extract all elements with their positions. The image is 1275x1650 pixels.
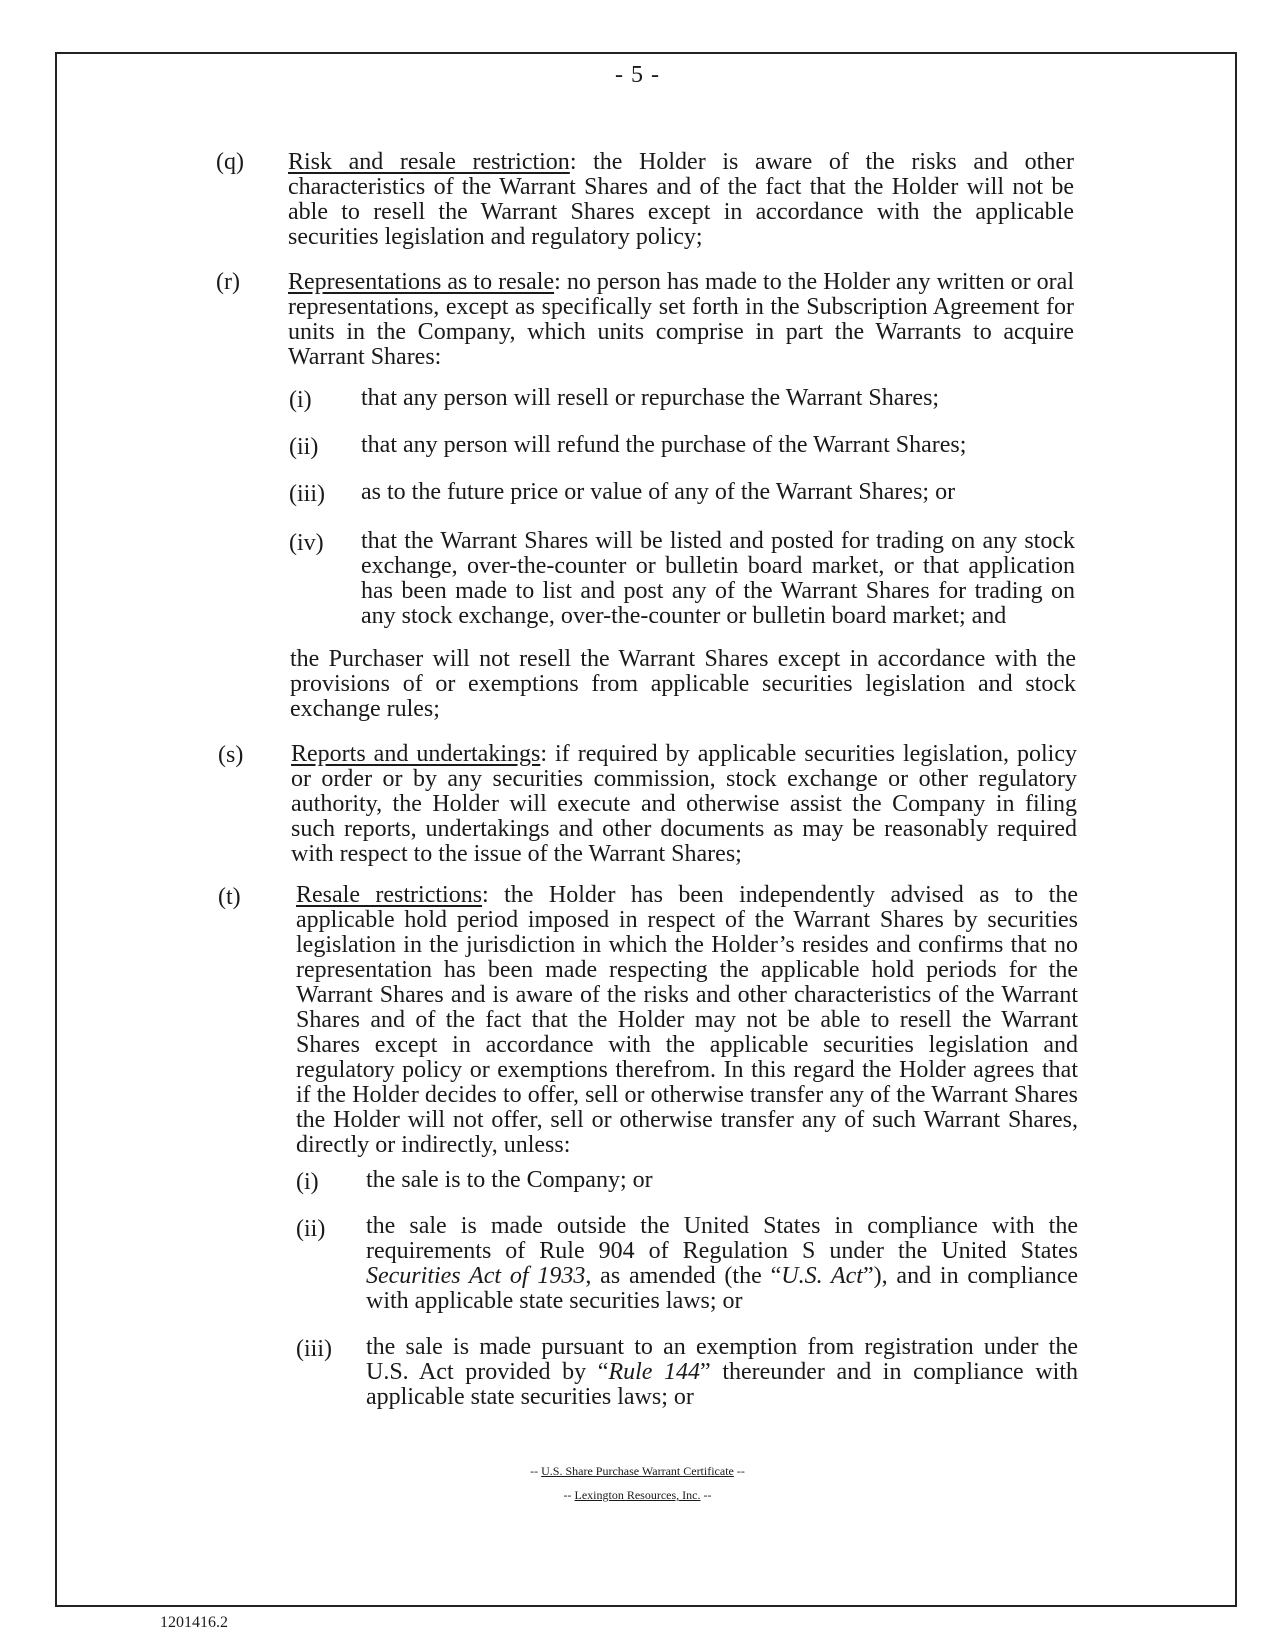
section-s-body xyxy=(291,742,1077,867)
section-r-text: : no person has made to the Holder any written or oral representations, except as specifically set forth in the Subscription Agreement for units in the Company, which units comprise in part the Warrants to acquire Warrant Shares: xyxy=(288,269,1074,370)
section-t-item-iii-text-a: the sale is made pursuant to an exemption from registration under the U.S. Act provided by “ xyxy=(366,1334,1078,1385)
document-id: 1201416.2 xyxy=(160,1614,228,1631)
section-r-item-iv-label: (iv) xyxy=(289,530,324,556)
section-t-item-iii-text-b: ” thereunder and in compliance with applicable state securities laws; or xyxy=(366,1359,1078,1410)
section-s-label: (s) xyxy=(218,742,244,768)
section-t-item-ii-text xyxy=(366,1214,1078,1314)
footer-dash-left-2: -- xyxy=(563,1488,572,1502)
section-t-item-ii-text-a: the sale is made outside the United States in compliance with the requirements of Rule 904 of Regulation S under the United States xyxy=(366,1213,1078,1264)
section-r-closing: the Purchaser will not resell the Warrant Shares except in accordance with the provisions of or exemptions from applicable securities legislation and stock exchange rules; xyxy=(290,646,1076,722)
section-t-item-ii-text-c: ”), and in compliance with applicable state securities laws; or xyxy=(366,1263,1079,1314)
section-t-text: : the Holder has been independently advised as to the applicable hold period imposed in respect of the Warrant Shares by securities legislation in the jurisdiction in which the Holder’s resides and confirms that no representation has been made respecting the applicable hold periods for the Warrant Shares and is aware of the risks and other characteristics of the Warrant Shares and of the fact that the Holder may not be able to resell the Warrant Shares except in accordance with the applicable securities legislation and regulatory policy or exemptions therefrom. In this regard the Holder agrees that if the Holder decides to offer, sell or otherwise transfer any of the Warrant Shares the Holder will not offer, sell or otherwise transfer any of such Warrant Shares, directly or indirectly, unless: xyxy=(296,882,1078,1158)
section-r-item-i-label: (i) xyxy=(289,387,312,413)
section-s-text: : if required by applicable securities legislation, policy or order or by any securities commission, stock exchange or other regulatory authority, the Holder will execute and otherwise assist the Company in filing such reports, undertakings and other documents as may be reasonably required with respect to the issue of the Warrant Shares; xyxy=(291,741,1077,867)
section-q-heading: Risk and resale restriction xyxy=(288,149,570,175)
page-number: - 5 - xyxy=(615,62,660,88)
section-t-item-i-label: (i) xyxy=(296,1169,319,1195)
section-t-item-i-text: the sale is to the Company; or xyxy=(366,1167,653,1193)
section-r-item-iii-label: (iii) xyxy=(289,481,325,507)
section-s-heading: Reports and undertakings xyxy=(291,741,541,767)
section-q-text: : the Holder is aware of the risks and other characteristics of the Warrant Shares and of the fact that the Holder will not be able to resell the Warrant Shares except in accordance with the applicable securities legislation and regulatory policy; xyxy=(288,149,1074,250)
section-t-body xyxy=(296,883,1078,1158)
section-r-item-ii-label: (ii) xyxy=(289,434,319,460)
section-r-item-iii-text: as to the future price or value of any of the Warrant Shares; or xyxy=(361,479,956,505)
section-t-item-ii-label: (ii) xyxy=(296,1216,326,1242)
section-r-item-ii-text: that any person will refund the purchase of the Warrant Shares; xyxy=(361,432,967,458)
footer-dash-right: -- xyxy=(736,1464,745,1478)
section-t-item-iii-text xyxy=(366,1335,1078,1410)
section-t-item-iii-label: (iii) xyxy=(296,1336,332,1362)
section-q-label: (q) xyxy=(216,149,244,175)
section-r-item-iv-text: that the Warrant Shares will be listed and posted for trading on any stock exchange, over-the-counter or bulletin board market, or that application has been made to list and post any of the Warrant Shares for trading on any stock exchange, over-the-counter or bulletin board market; and xyxy=(361,528,1075,629)
section-q-body xyxy=(288,150,1074,250)
footer-company-name: Lexington Resources, Inc. xyxy=(574,1488,701,1502)
footer-company-line xyxy=(0,1488,1275,1503)
section-t-item-ii-italic-b: U.S. Act xyxy=(781,1263,863,1289)
footer-certificate-title: U.S. Share Purchase Warrant Certificate xyxy=(541,1464,734,1478)
section-t-item-ii-italic-a: Securities Act of 1933 xyxy=(366,1263,586,1289)
section-r-heading: Representations as to resale xyxy=(288,269,555,295)
section-t-heading: Resale restrictions xyxy=(296,882,483,908)
footer-dash-left: -- xyxy=(530,1464,539,1478)
section-r-item-i-text: that any person will resell or repurchase the Warrant Shares; xyxy=(361,385,940,411)
section-t-item-ii-text-b: , as amended (the “ xyxy=(585,1263,782,1289)
footer-dash-right-2: -- xyxy=(703,1488,712,1502)
section-r-label: (r) xyxy=(216,269,240,295)
footer-certificate-line xyxy=(0,1464,1275,1479)
section-t-label: (t) xyxy=(218,884,241,910)
section-r-body xyxy=(288,270,1074,370)
section-t-item-iii-italic-a: Rule 144 xyxy=(608,1359,701,1385)
